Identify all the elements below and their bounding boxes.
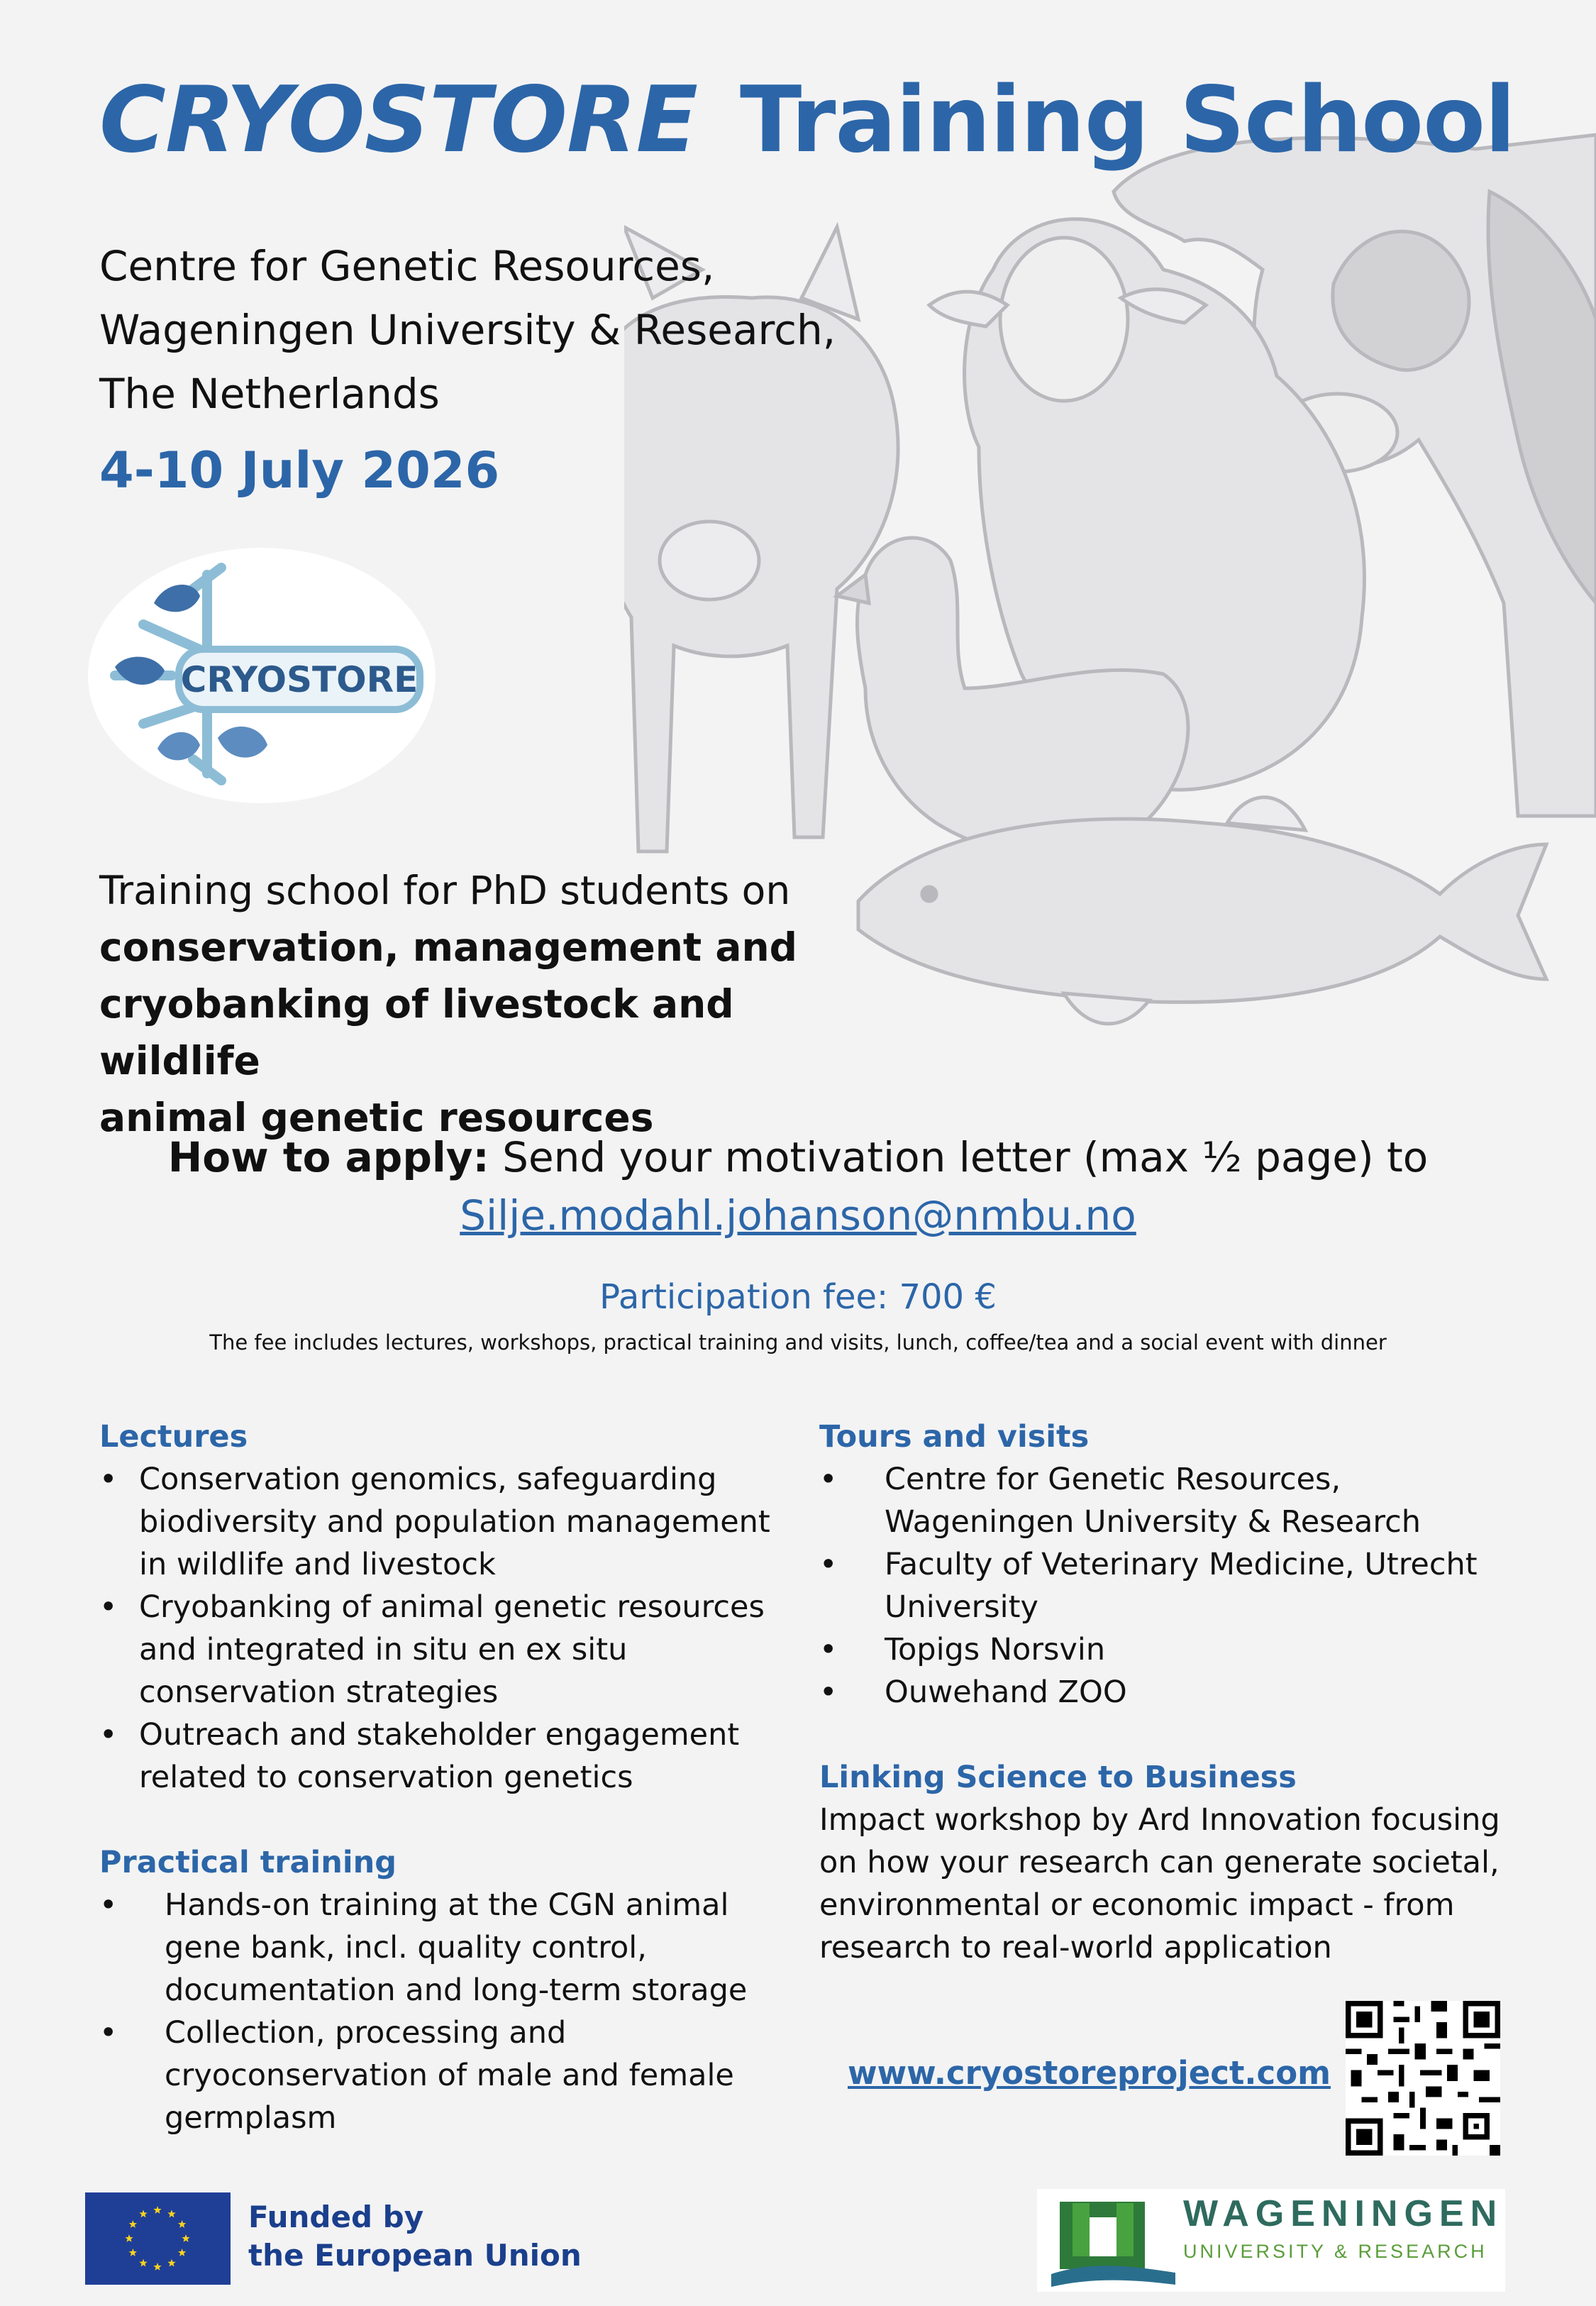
bullet-icon: • xyxy=(99,1462,118,1497)
bullet-icon: • xyxy=(819,1547,838,1582)
list-item-line: germplasm xyxy=(165,2100,337,2136)
list-item-line: related to conservation genetics xyxy=(139,1760,633,1795)
eu-flag-icon xyxy=(85,2192,231,2285)
institution-block xyxy=(99,234,836,426)
business-line: on how your research can generate societal, xyxy=(819,1845,1500,1880)
list-item xyxy=(819,1671,1522,1714)
list-item-line: Conservation genomics, safeguarding xyxy=(139,1462,717,1497)
institution-line: The Netherlands xyxy=(99,370,440,418)
intro-topic-line: animal genetic resources xyxy=(99,1095,654,1140)
tours-list xyxy=(819,1458,1522,1714)
bullet-icon: • xyxy=(819,1462,838,1497)
list-item xyxy=(99,2012,780,2139)
wur-name: WAGENINGEN xyxy=(1183,2193,1504,2234)
practical-list xyxy=(99,1884,780,2139)
list-item-line: documentation and long-term storage xyxy=(165,1973,748,2008)
bullet-icon: • xyxy=(99,1589,118,1625)
list-item xyxy=(99,1586,780,1714)
title-training-school: Training School xyxy=(740,67,1515,173)
lectures-heading: Lectures xyxy=(99,1419,248,1455)
event-dates: 4-10 July 2026 xyxy=(99,441,500,500)
fee-note: The fee includes lectures, workshops, practical training and visits, lunch, coffee/tea and a social event with dinner xyxy=(209,1330,1387,1355)
right-column xyxy=(819,1416,1522,1969)
list-item-line: Topigs Norsvin xyxy=(885,1632,1106,1667)
business-line: research to real-world application xyxy=(819,1930,1332,1965)
list-item-line: cryoconservation of male and female xyxy=(165,2058,734,2093)
intro-text xyxy=(99,862,901,1146)
cryostore-logo xyxy=(87,546,438,805)
bullet-icon: • xyxy=(99,2015,118,2051)
lectures-list xyxy=(99,1458,780,1799)
list-item-line: and integrated in situ en ex situ xyxy=(139,1632,628,1667)
list-item xyxy=(99,1714,780,1799)
intro-lead: Training school for PhD students on xyxy=(99,868,791,913)
list-item-line: in wildlife and livestock xyxy=(139,1547,496,1582)
funded-line: the European Union xyxy=(248,2238,582,2273)
business-section xyxy=(819,1756,1522,1969)
page-title xyxy=(99,67,1515,173)
title-cryostore: CRYOSTORE xyxy=(99,67,697,173)
institution-line: Wageningen University & Research, xyxy=(99,306,836,354)
list-item-line: Cryobanking of animal genetic resources xyxy=(139,1589,765,1625)
list-item xyxy=(819,1543,1522,1628)
business-heading: Linking Science to Business xyxy=(819,1760,1297,1795)
apply-text: Send your motivation letter (max ½ page) to xyxy=(489,1133,1429,1181)
list-item xyxy=(819,1628,1522,1671)
list-item-line: Centre for Genetic Resources, xyxy=(885,1462,1341,1497)
list-item-line: Outreach and stakeholder engagement xyxy=(139,1717,740,1753)
list-item xyxy=(99,1884,780,2012)
website-link[interactable]: www.cryostoreproject.com xyxy=(848,2054,1331,2092)
bullet-icon: • xyxy=(819,1675,838,1710)
list-item-line: biodiversity and population management xyxy=(139,1504,770,1540)
business-line: environmental or economic impact - from xyxy=(819,1887,1455,1923)
bullet-icon: • xyxy=(99,1717,118,1753)
tours-heading: Tours and visits xyxy=(819,1419,1090,1455)
qr-code-icon[interactable] xyxy=(1346,2001,1500,2156)
intro-topic-line: cryobanking of livestock and wildlife xyxy=(99,981,734,1083)
list-item-line: Ouwehand ZOO xyxy=(885,1675,1127,1710)
list-item-line: Hands-on training at the CGN animal xyxy=(165,1887,729,1923)
bullet-icon: • xyxy=(819,1632,838,1667)
list-item-line: gene bank, incl. quality control, xyxy=(165,1930,647,1965)
list-item-line: Faculty of Veterinary Medicine, Utrecht xyxy=(885,1547,1478,1582)
institution-line: Centre for Genetic Resources, xyxy=(99,242,715,290)
apply-label: How to apply: xyxy=(167,1133,489,1181)
list-item xyxy=(99,1458,780,1586)
participation-fee: Participation fee: 700 € xyxy=(599,1277,997,1317)
bullet-icon: • xyxy=(99,1887,118,1923)
list-item-line: Wageningen University & Research xyxy=(885,1504,1422,1540)
left-column xyxy=(99,1416,780,2139)
business-line: Impact workshop by Ard Innovation focusing xyxy=(819,1802,1500,1838)
funding-statement xyxy=(248,2198,582,2275)
practical-heading: Practical training xyxy=(99,1845,397,1880)
list-item-line: University xyxy=(885,1589,1038,1625)
list-item-line: conservation strategies xyxy=(139,1675,499,1710)
wur-subtitle: UNIVERSITY & RESEARCH xyxy=(1183,2241,1487,2262)
intro-topic-line: conservation, management and xyxy=(99,925,798,970)
how-to-apply xyxy=(0,1128,1596,1245)
funded-line: Funded by xyxy=(248,2200,424,2234)
list-item xyxy=(819,1458,1522,1543)
logo-text: CRYOSTORE xyxy=(180,659,419,700)
list-item-line: Collection, processing and xyxy=(165,2015,567,2051)
apply-email-link[interactable]: Silje.modahl.johanson@nmbu.no xyxy=(460,1191,1136,1240)
